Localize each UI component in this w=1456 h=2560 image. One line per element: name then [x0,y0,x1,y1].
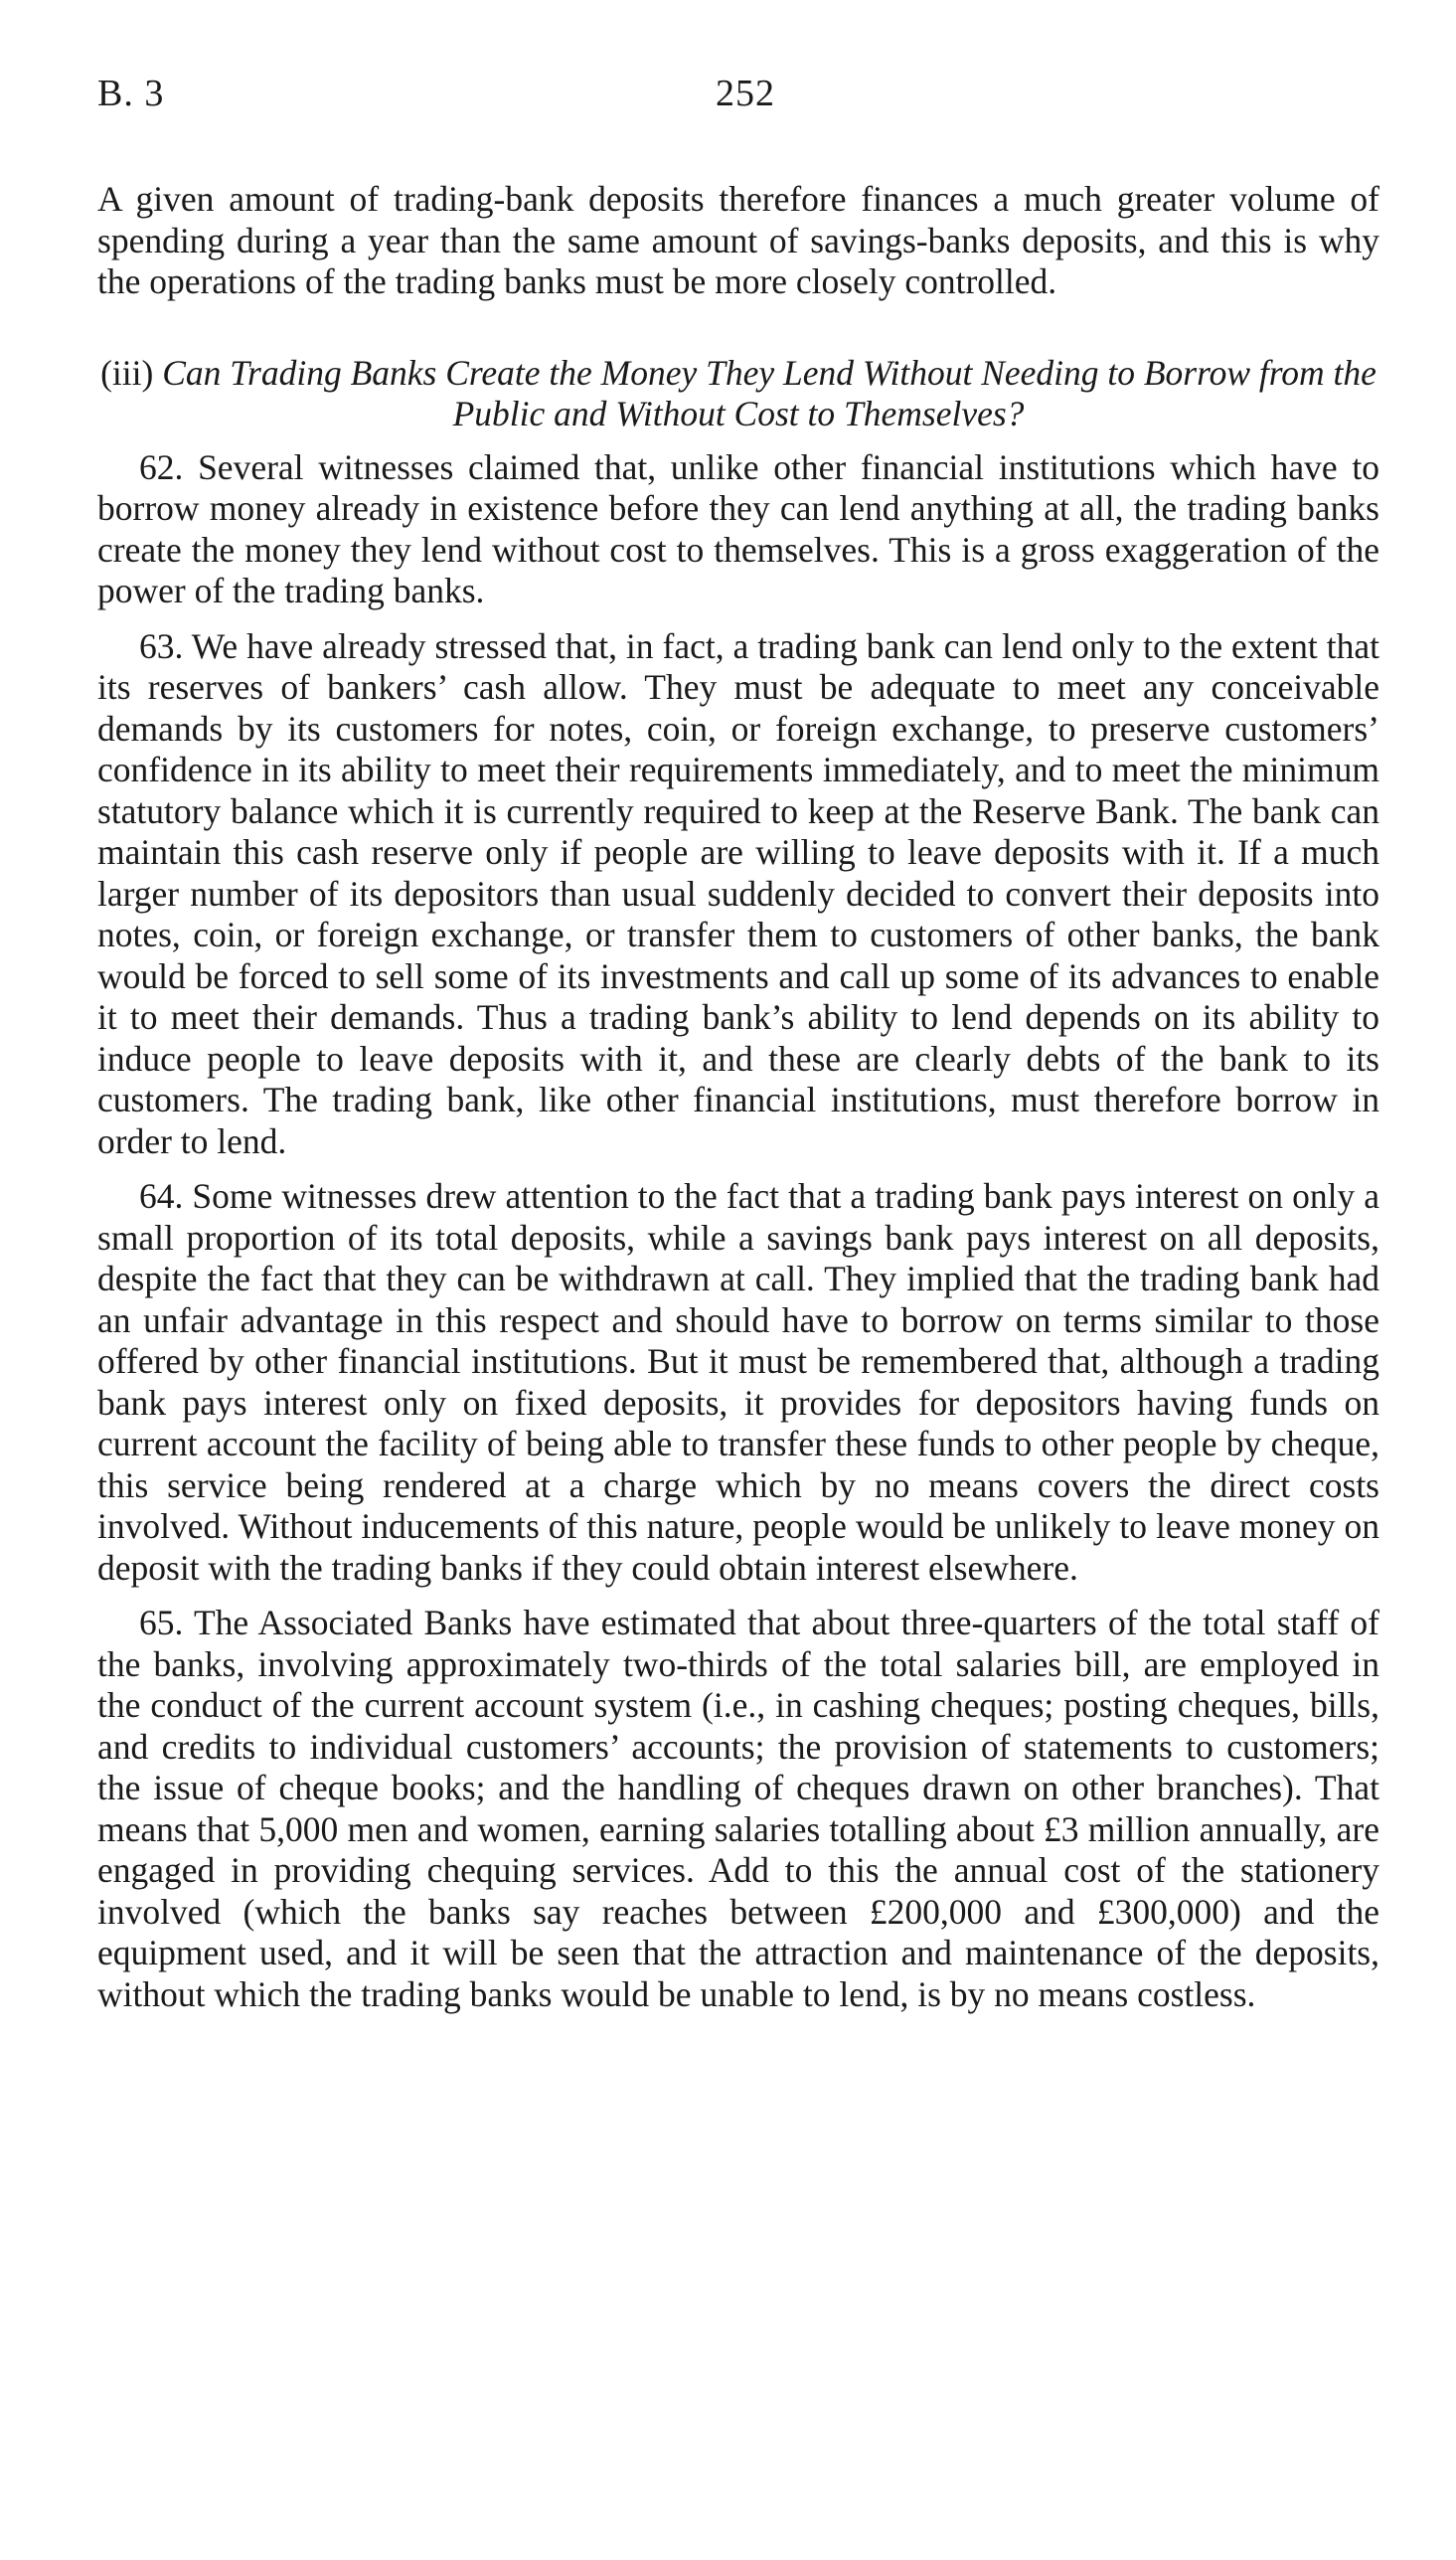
section-label: (iii) [100,352,154,393]
section-title: Can Trading Banks Create the Money They Lend Without Needing to Borrow from the Public and Without Cost to Themselves? [162,352,1376,433]
paragraph-63: 63. We have already stressed that, in fact, a trading bank can lend only to the extent that its reserves of bankers’ cash allow. They must be adequate to meet any conceivable demands by its customers for notes, coin, or foreign exchange, to preserve customers’ confidence in its ability to meet their requirements immediately, and to meet the minimum statutory balance which it is currently required to keep at the Reserve Bank. The bank can maintain this cash reserve only if people are willing to leave deposits with it. If a much larger number of its depositors than usual suddenly decided to convert their deposits into notes, coin, or foreign exchange, or transfer them to customers of other banks, the bank would be forced to sell some of its investments and call up some of its advances to enable it to meet their demands. Thus a trading bank’s ability to lend depends on its ability to induce people to leave deposits with it, and these are clearly debts of the bank to its customers. The trading bank, like other financial institutions, must therefore borrow in order to lend. [97,625,1379,1161]
document-reference: B. 3 [97,73,165,114]
section-heading [97,353,1379,435]
paragraph-62: 62. Several witnesses claimed that, unlike other financial institutions which have to borrow money already in existence before they can lend anything at all, the trading banks create the money they lend without cost to themselves. This is a gross exaggeration of the power of the trading banks. [97,446,1379,610]
paragraph-65: 65. The Associated Banks have estimated that about three-quarters of the total staff of the banks, involving approximately two-thirds of the total salaries bill, are employed in the conduct of the current account system (i.e., in cashing cheques; posting cheques, bills, and credits to individual customers’ accounts; the provision of statements to customers; the issue of cheque books; and the handling of cheques drawn on other branches). That means that 5,000 men and women, earning salaries totalling about £3 million annually, are engaged in providing chequing services. Add to this the annual cost of the stationery involved (which the banks say reaches between £200,000 and £300,000) and the equipment used, and it will be seen that the attraction and maintenance of the deposits, without which the trading banks would be unable to lend, is by no means costless. [97,1603,1379,2014]
page-number: 252 [716,73,775,114]
intro-paragraph: A given amount of trading-bank deposits therefore finances a much greater volume of spending during a year than the same amount of savings-banks deposits, and this is why the operations of the trading banks must be more closely controlled. [97,179,1379,301]
paragraph-64: 64. Some witnesses drew attention to the fact that a trading bank pays interest on only a small proportion of its total deposits, while a savings bank pays interest on all deposits, despite the fact that they can be withdrawn at call. They implied that the trading bank had an unfair advantage in this respect and should have to borrow on terms similar to those offered by other financial institutions. But it must be remembered that, although a trading bank pays interest only on fixed deposits, it provides for depositors having funds on current account the facility of being able to transfer these funds to other people by cheque, this service being rendered at a charge which by no means covers the direct costs involved. Without inducements of this nature, people would be unlikely to leave money on deposit with the trading banks if they could obtain interest elsewhere. [97,1176,1379,1588]
document-page [97,72,1379,2015]
page-header [97,72,1379,131]
